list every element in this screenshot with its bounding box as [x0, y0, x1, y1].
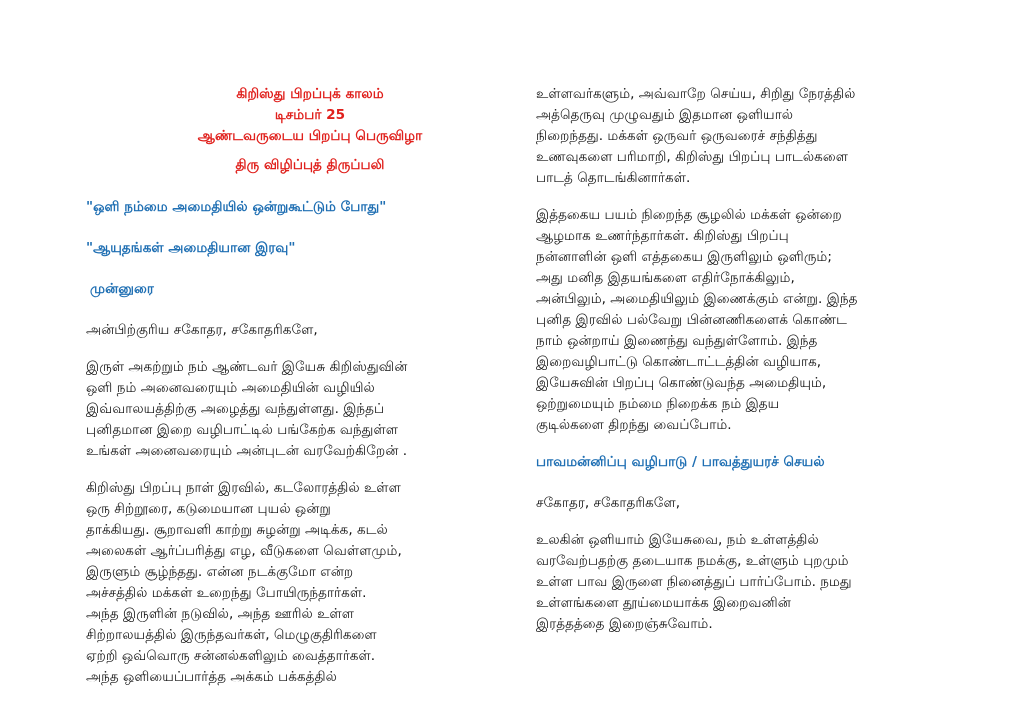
intro-heading: முன்னுரை: [90, 281, 154, 297]
text-line: புனித இரவில் பல்வேறு பின்னணிகளைக் கொண்ட: [536, 312, 847, 328]
text-line: அன்பிலும், அமைதியிலும் இணைக்கும் என்று. இந்த: [536, 291, 858, 307]
paragraph: [86, 478, 534, 688]
text-line: அந்த ஒளியைப்பார்த்த அக்கம் பக்கத்தில்: [86, 669, 337, 685]
text-line: இத்தகைய பயம் நிறைந்த சூழலில் மக்கள் ஒன்றை: [536, 207, 842, 223]
text-line: இருள் அகற்றும் நம் ஆண்டவர் இயேசு கிறிஸ்துவின்: [86, 359, 408, 375]
paragraph: [536, 205, 984, 436]
text-line: இரத்தத்தை இறைஞ்சுவோம்.: [536, 616, 713, 632]
text-line: ஒற்றுமையும் நம்மை நிறைக்க நம் இதய: [536, 396, 780, 412]
text-line: உங்கள் அனைவரையும் அன்புடன் வரவேற்கிறேன் .: [86, 443, 408, 459]
text-line: சிற்றாலயத்தில் இருந்தவர்கள், மெழுகுதிரிகளை: [86, 627, 377, 643]
paragraph: [536, 84, 984, 189]
mass-subtitle: திரு விழிப்புத் திருப்பலி: [235, 157, 385, 173]
greeting: சகோதர, சகோதரிகளே,: [536, 495, 681, 511]
text-line: இருளும் சூழ்ந்தது. என்ன நடக்குமோ என்ற: [86, 564, 354, 580]
text-line: உலகின் ஒளியாம் இயேசுவை, நம் உள்ளத்தில்: [536, 532, 819, 548]
left-column: [86, 84, 534, 704]
text-line: இறைவழிபாட்டு கொண்டாட்டத்தின் வழியாக,: [536, 354, 822, 370]
text-line: இயேசுவின் பிறப்பு கொண்டுவந்த அமைதியும்,: [536, 375, 827, 391]
title-line: கிறிஸ்து பிறப்புக் காலம்: [236, 86, 384, 102]
paragraph: [536, 530, 984, 635]
text-line: கிறிஸ்து பிறப்பு நாள் இரவில், கடலோரத்தில் உள்ள: [86, 480, 401, 496]
text-line: அலைகள் ஆர்ப்பரித்து எழ, வீடுகளை வெள்ளமும்,: [86, 543, 402, 559]
text-line: உள்ள பாவ இருளை நினைத்துப் பார்ப்போம். நமது: [536, 574, 852, 590]
paragraph: [86, 357, 534, 462]
text-line: ஆழமாக உணர்ந்தார்கள். கிறிஸ்து பிறப்பு: [536, 228, 789, 244]
text-line: அந்த இருளின் நடுவில், அந்த ஊரில் உள்ள: [86, 606, 354, 622]
quote-heading: "ஆயுதங்கள் அமைதியான இரவு": [86, 240, 296, 256]
title-line: டிசம்பர் 25: [274, 107, 346, 123]
text-line: இவ்வாலயத்திற்கு அழைத்து வந்துள்ளது. இந்தப்: [86, 401, 385, 417]
text-line: ஒளி நம் அனைவரையும் அமைதியின் வழியில்: [86, 380, 375, 396]
text-line: நிறைந்தது. மக்கள் ஒருவர் ஒருவரைச் சந்தித்து: [536, 128, 818, 144]
text-line: அச்சத்தில் மக்கள் உறைந்து போயிருந்தார்கள்.: [86, 585, 367, 601]
text-line: உணவுகளை பரிமாறி, கிறிஸ்து பிறப்பு பாடல்களை: [536, 149, 848, 165]
text-line: ஒரு சிற்றூரை, கடுமையான புயல் ஒன்று: [86, 501, 331, 517]
penitential-heading: பாவமன்னிப்பு வழிபாடு / பாவத்துயரச் செயல்: [536, 454, 825, 470]
title-line: ஆண்டவருடைய பிறப்பு பெருவிழா: [197, 128, 423, 144]
quote-heading: "ஒளி நம்மை அமைதியில் ஒன்றுகூட்டும் போது": [86, 199, 387, 215]
text-line: குடில்களை திறந்து வைப்போம்.: [536, 417, 732, 433]
greeting: அன்பிற்குரிய சகோதர, சகோதரிகளே,: [86, 322, 318, 338]
text-line: நன்னாளின் ஒளி எத்தகைய இருளிலும் ஒளிரும்;: [536, 249, 832, 265]
text-line: உள்ளங்களை தூய்மையாக்க இறைவனின்: [536, 595, 791, 611]
text-line: பாடத் தொடங்கினார்கள்.: [536, 170, 691, 186]
text-line: உள்ளவர்களும், அவ்வாறே செய்ய, சிறிது நேரத்தில்: [536, 86, 856, 102]
text-line: புனிதமான இறை வழிபாட்டில் பங்கேற்க வந்துள்ள: [86, 422, 398, 438]
text-line: வரவேற்பதற்கு தடையாக நமக்கு, உள்ளும் புறமும்: [536, 553, 849, 569]
text-line: நாம் ஒன்றாய் இணைந்து வந்துள்ளோம். இந்த: [536, 333, 818, 349]
text-line: அத்தெருவு முழுவதும் இதமான ஒளியால்: [536, 107, 794, 123]
text-line: அது மனித இதயங்களை எதிர்நோக்கிலும்,: [536, 270, 795, 286]
right-column: [536, 84, 984, 651]
text-line: தாக்கியது. சூறாவளி காற்று சுழன்று அடிக்க, கடல்: [86, 522, 388, 538]
text-line: ஏற்றி ஒவ்வொரு சன்னல்களிலும் வைத்தார்கள்.: [86, 648, 376, 664]
